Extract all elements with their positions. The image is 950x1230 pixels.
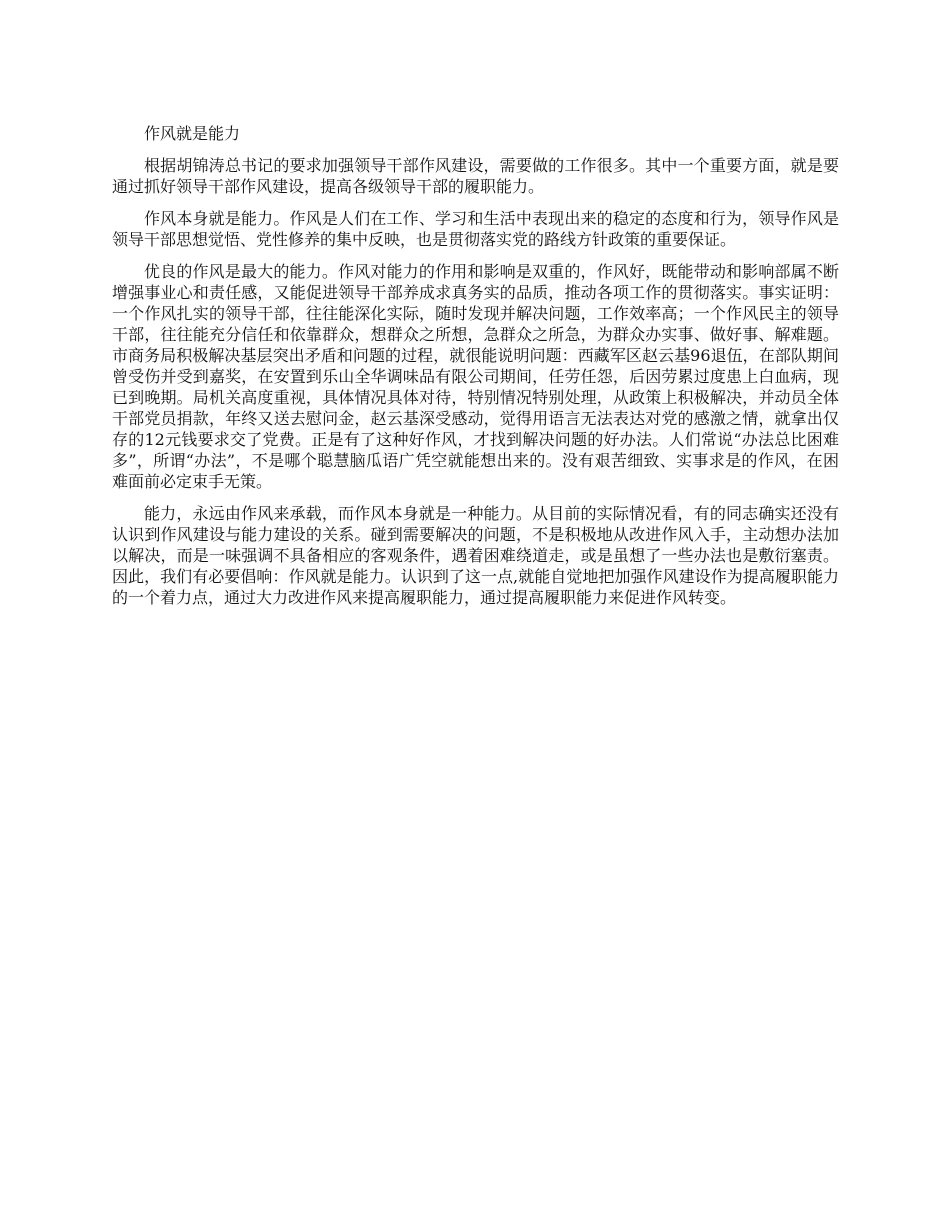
paragraph-2: 作风本身就是能力。作风是人们在工作、学习和生活中表现出来的稳定的态度和行为，领导作风是领导干部思想觉悟、党性修养的集中反映，也是贯彻落实党的路线方针政策的重要保证。 <box>112 209 839 249</box>
document-title: 作风就是能力 <box>144 124 241 143</box>
document-body <box>112 123 839 619</box>
paragraph-1: 根据胡锦涛总书记的要求加强领导干部作风建设，需要做的工作很多。其中一个重要方面，就是要通过抓好领导干部作风建设，提高各级领导干部的履职能力。 <box>112 156 839 196</box>
paragraph-3: 优良的作风是最大的能力。作风对能力的作用和影响是双重的，作风好，既能带动和影响部属不断增强事业心和责任感，又能促进领导干部养成求真务实的品质，推动各项工作的贯彻落实。事实证明：一个作风扎实的领导干部，往往能深化实际，随时发现并解决问题，工作效率高；一个作风民主的领导干部，往往能充分信任和依靠群众，想群众之所想，急群众之所急，为群众办实事、做好事、解难题。市商务局积极解决基层突出矛盾和问题的过程，就很能说明问题：西藏军区赵云基96退伍，在部队期间曾受伤并受到嘉奖，在安置到乐山全华调味品有限公司期间，任劳任怨，后因劳累过度患上白血病，现已到晚期。局机关高度重视，具体情况具体对待，特别情况特别处理，从政策上积极解决，并动员全体干部党员捐款，年终又送去慰问金，赵云基深受感动，觉得用语言无法表达对党的感激之情，就拿出仅存的12元钱要求交了党费。正是有了这种好作风，才找到解决问题的好办法。人们常说“办法总比困难多”，所谓“办法”，不是哪个聪慧脑瓜语广凭空就能想出来的。没有艰苦细致、实事求是的作风，在困难面前必定束手无策。 <box>112 262 839 491</box>
paragraph-4: 能力，永远由作风来承载，而作风本身就是一种能力。从目前的实际情况看，有的同志确实还没有认识到作风建设与能力建设的关系。碰到需要解决的问题，不是积极地从改进作风入手，主动想办法加以解决，而是一味强调不具备相应的客观条件，遇着困难绕道走，或是虽想了一些办法也是敷衍塞责。因此，我们有必要倡响：作风就是能力。认识到了这一点,就能自觉地把加强作风建设作为提高履职能力的一个着力点，通过大力改进作风来提高履职能力，通过提高履职能力来促进作风转变。 <box>112 504 839 607</box>
